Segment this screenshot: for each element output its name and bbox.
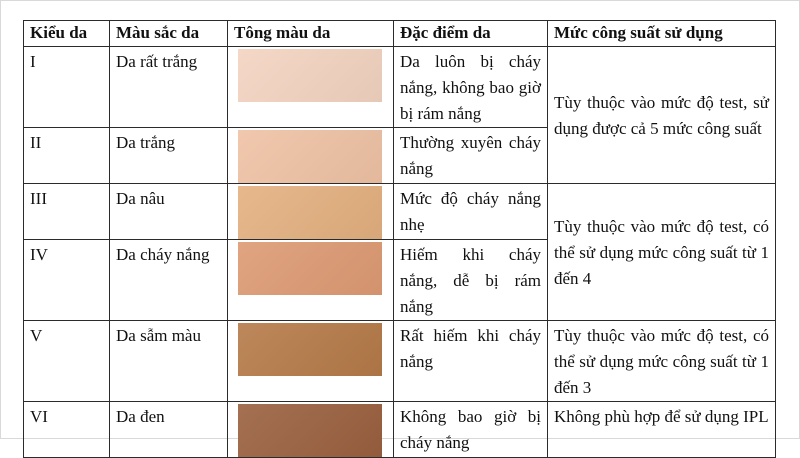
header-skin-feature: Đặc điểm da: [394, 21, 548, 47]
skin-tone-cell: [228, 240, 394, 321]
skin-tone-swatch: [238, 323, 382, 376]
skin-color-cell: Da trắng: [110, 128, 228, 184]
skin-feature-cell: Hiếm khi cháy nắng, dễ bị rám nắng: [394, 240, 548, 321]
skin-type-table: [23, 20, 776, 458]
skin-type-cell: III: [24, 184, 110, 240]
header-power-level: Mức công suất sử dụng: [548, 21, 776, 47]
power-level-cell: Tùy thuộc vào mức độ test, sử dụng được cả 5 mức công suất: [548, 47, 776, 184]
header-skin-tone: Tông màu da: [228, 21, 394, 47]
skin-tone-swatch: [238, 404, 382, 457]
skin-feature-cell: Không bao giờ bị cháy nắng: [394, 402, 548, 458]
skin-color-cell: Da đen: [110, 402, 228, 458]
power-level-cell: Không phù hợp để sử dụng IPL: [548, 402, 776, 458]
skin-tone-cell: [228, 128, 394, 184]
skin-tone-swatch: [238, 49, 382, 102]
table-row: [24, 402, 776, 458]
skin-feature-cell: Thường xuyên cháy nắng: [394, 128, 548, 184]
skin-feature-cell: Da luôn bị cháy nắng, không bao giờ bị rám nắng: [394, 47, 548, 128]
skin-type-cell: II: [24, 128, 110, 184]
skin-color-cell: Da rất trắng: [110, 47, 228, 128]
skin-tone-cell: [228, 321, 394, 402]
skin-color-cell: Da cháy nắng: [110, 240, 228, 321]
table-row: [24, 184, 776, 240]
skin-tone-swatch: [238, 242, 382, 295]
skin-type-cell: I: [24, 47, 110, 128]
power-level-cell: Tùy thuộc vào mức độ test, có thể sử dụng mức công suất từ 1 đến 3: [548, 321, 776, 402]
skin-type-cell: IV: [24, 240, 110, 321]
power-level-cell: Tùy thuộc vào mức độ test, có thể sử dụng mức công suất từ 1 đến 4: [548, 184, 776, 321]
skin-tone-swatch: [238, 186, 382, 239]
skin-color-cell: Da sẫm màu: [110, 321, 228, 402]
skin-tone-cell: [228, 184, 394, 240]
skin-type-cell: V: [24, 321, 110, 402]
skin-tone-cell: [228, 402, 394, 458]
skin-tone-cell: [228, 47, 394, 128]
header-skin-color: Màu sắc da: [110, 21, 228, 47]
table-row: [24, 321, 776, 402]
skin-feature-cell: Mức độ cháy nắng nhẹ: [394, 184, 548, 240]
header-row: [24, 21, 776, 47]
skin-tone-swatch: [238, 130, 382, 183]
skin-color-cell: Da nâu: [110, 184, 228, 240]
table-row: [24, 47, 776, 128]
header-skin-type: Kiểu da: [24, 21, 110, 47]
skin-type-cell: VI: [24, 402, 110, 458]
skin-feature-cell: Rất hiếm khi cháy nắng: [394, 321, 548, 402]
